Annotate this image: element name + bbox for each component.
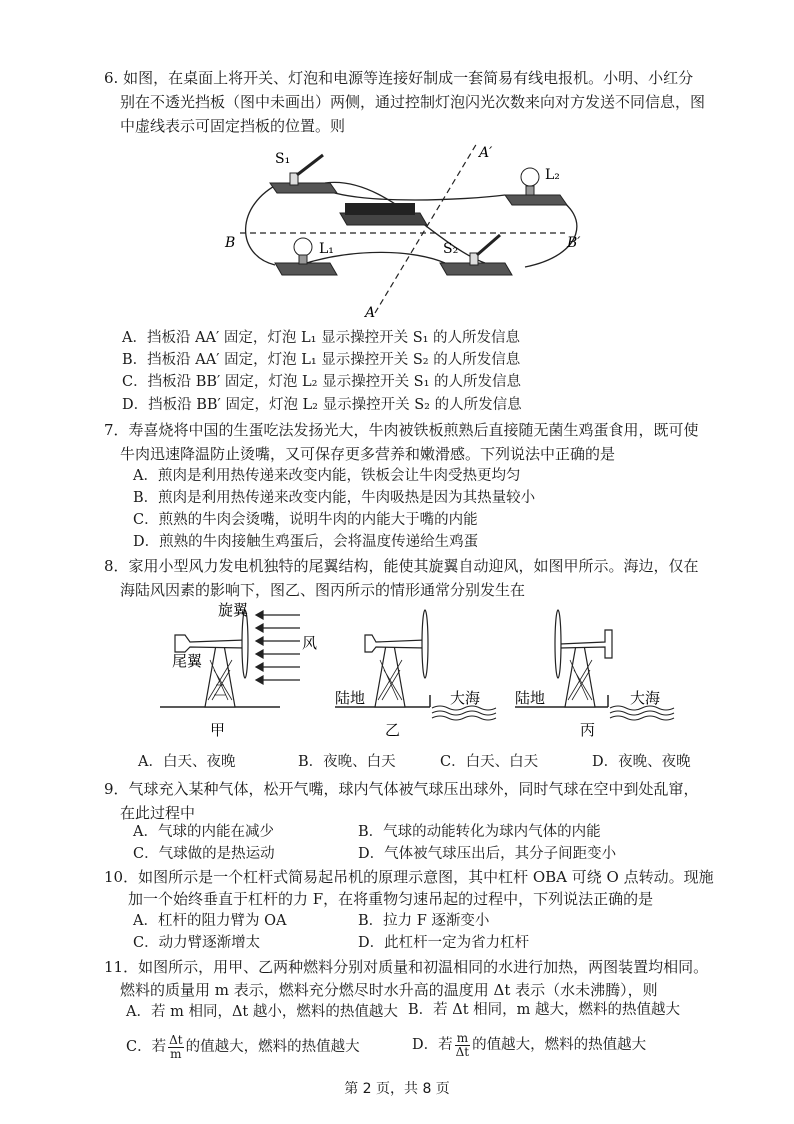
wire-left <box>246 183 280 265</box>
q11-option-c-fraction <box>168 1034 184 1061</box>
q9-option-a: A．气球的内能在减少 <box>133 824 274 840</box>
wire-right <box>525 197 577 267</box>
q11-option-d <box>412 1030 646 1060</box>
q6-option-c: C．挡板沿 BB′ 固定，灯泡 L₂ 显示操控开关 S₁ 的人所发信息 <box>122 374 522 390</box>
l2-bulb <box>521 168 539 186</box>
q11-option-c-numerator: Δt <box>169 1032 183 1047</box>
label-fig-c: 丙 <box>580 721 596 739</box>
label-wind: 风 <box>302 634 318 652</box>
label-land-c: 陆地 <box>515 689 546 707</box>
q11-option-a: A．若 m 相同，Δt 越小，燃料的热值越大 <box>126 1004 398 1020</box>
s1-post <box>290 173 298 185</box>
q11-option-c-suffix: 的值越大，燃料的热值越大 <box>185 1039 360 1055</box>
q8-option-b: B．夜晚、白天 <box>298 754 396 770</box>
label-rotor: 旋翼 <box>218 601 249 619</box>
l2-socket <box>526 186 534 195</box>
q8-option-d: D．夜晚、夜晚 <box>592 754 691 770</box>
s1-base <box>270 183 337 193</box>
q6-option-d: D．挡板沿 BB′ 固定，灯泡 L₂ 显示操控开关 S₂ 的人所发信息 <box>122 397 522 413</box>
q8-option-c: C．白天、白天 <box>440 754 539 770</box>
q10-stem-line-2: 加一个始终垂直于杠杆的力 F，在将重物匀速吊起的过程中，下列说法正确的是 <box>128 890 654 908</box>
q10-stem-line-1: 10．如图所示是一个杠杆式简易起吊机的原理示意图，其中杠杆 OBA 可绕 O 点转动。现施 <box>104 868 714 886</box>
label-fig-a: 甲 <box>210 721 226 739</box>
q11-option-b: B．若 Δt 相同，m 越大，燃料的热值越大 <box>408 1002 681 1018</box>
q8-option-a: A．白天、夜晚 <box>138 754 236 770</box>
label-l2: L₂ <box>545 167 560 183</box>
q7-option-b: B．煎肉是利用热传递来改变内能，牛肉吸热是因为其热量较小 <box>133 490 536 506</box>
label-b: B <box>225 235 236 251</box>
q8-stem-line-2: 海陆风因素的影响下，图乙、图丙所示的情形通常分别发生在 <box>120 581 526 599</box>
wind-arrows <box>256 611 300 684</box>
q8-wind-turbine-figure <box>160 600 700 742</box>
battery <box>345 203 415 215</box>
turbine-c <box>515 610 674 739</box>
q7-stem-line-2: 牛肉迅速降温防止烫嘴，又可保存更多营养和嫩滑感。下列说法中正确的是 <box>120 445 616 463</box>
l2-base <box>505 195 567 205</box>
q6-stem-line-1: 6. 如图，在桌面上将开关、灯泡和电源等连接好制成一套简易有线电报机。小明、小红分 <box>104 69 694 87</box>
label-land-b: 陆地 <box>335 689 366 707</box>
q7-stem-line-1: 7．寿喜烧将中国的生蛋吃法发扬光大，牛肉被铁板煎熟后直接随无菌生鸡蛋食用，既可使 <box>104 421 699 439</box>
line-aa-prime <box>375 143 477 313</box>
q10-option-c: C．动力臂逐渐增太 <box>133 935 261 951</box>
q10-option-a: A．杠杆的阻力臂为 OA <box>133 913 287 929</box>
q6-stem-line-3: 中虚线表示可固定挡板的位置。则 <box>120 117 346 135</box>
q10-option-b: B．拉力 F 逐渐变小 <box>358 913 490 929</box>
q7-option-a: A．煎肉是利用热传递来改变内能，铁板会让牛肉受热更均匀 <box>133 468 521 484</box>
label-sea-c: 大海 <box>630 689 661 707</box>
page-footer: 第 2 页，共 8 页 <box>344 1081 450 1097</box>
q6-option-b: B．挡板沿 AA′ 固定，灯泡 L₁ 显示操控开关 S₂ 的人所发信息 <box>122 352 521 368</box>
l1-bulb <box>294 238 312 256</box>
l1-socket <box>299 255 307 264</box>
q11-option-c-prefix: C．若 <box>126 1039 167 1055</box>
q11-option-d-numerator: m <box>455 1032 471 1046</box>
q9-option-d: D．气体被气球压出后，其分子间距变小 <box>358 846 617 862</box>
q11-option-d-fraction <box>455 1032 471 1059</box>
q6-stem-line-2: 别在不透光挡板（图中未画出）两侧，通过控制灯泡闪光次数来向对方发送不同信息，图 <box>120 93 706 111</box>
turbine-a <box>160 601 317 739</box>
q11-option-d-suffix: 的值越大，燃料的热值越大 <box>472 1037 647 1053</box>
q11-option-c-denominator: m <box>170 1046 182 1061</box>
q8-stem-line-1: 8．家用小型风力发电机独特的尾翼结构，能使其旋翼自动迎风，如图甲所示。海边，仅在 <box>104 557 699 575</box>
q7-option-d: D．煎熟的牛肉接触生鸡蛋后，会将温度传递给生鸡蛋 <box>133 534 479 550</box>
s2-post <box>470 253 478 265</box>
q9-option-b: B．气球的动能转化为球内气体的内能 <box>358 824 601 840</box>
label-a-prime: A′ <box>479 145 493 161</box>
q6-option-a: A．挡板沿 AA′ 固定，灯泡 L₁ 显示操控开关 S₁ 的人所发信息 <box>122 330 521 346</box>
label-a: A <box>365 305 376 320</box>
turbine-b <box>335 610 496 739</box>
q11-option-c <box>126 1032 360 1062</box>
label-s2: S₂ <box>443 241 459 257</box>
q11-option-d-prefix: D．若 <box>412 1037 453 1053</box>
q11-option-d-denominator: Δt <box>455 1044 470 1059</box>
l1-base <box>275 263 337 275</box>
q9-stem-line-1: 9．气球充入某种气体，松开气嘴，球内气体被气球压出球外，同时气球在空中到处乱窜， <box>104 780 699 798</box>
q11-stem-line-2: 燃料的质量用 m 表示，燃料充分燃尽时水升高的温度用 Δt 表示（水未沸腾），则 <box>120 981 658 999</box>
q9-stem-line-2: 在此过程中 <box>120 804 196 822</box>
wire-top <box>325 190 505 200</box>
label-tail: 尾翼 <box>172 652 203 670</box>
q7-option-c: C．煎熟的牛肉会烫嘴，说明牛肉的内能大于嘴的内能 <box>133 512 478 528</box>
q10-option-d: D．此杠杆一定为省力杠杆 <box>358 935 530 951</box>
label-s1: S₁ <box>275 151 291 167</box>
label-b-prime: B′ <box>567 235 581 251</box>
label-l1: L₁ <box>319 241 334 257</box>
label-sea-b: 大海 <box>450 689 481 707</box>
s1-lever <box>297 155 323 175</box>
s2-lever <box>477 235 500 255</box>
q6-circuit-figure <box>215 135 605 320</box>
label-fig-b: 乙 <box>385 721 401 739</box>
q9-option-c: C．气球做的是热运动 <box>133 846 275 862</box>
q11-stem-line-1: 11．如图所示，用甲、乙两种燃料分别对质量和初温相同的水进行加热，两图装置均相同。 <box>104 958 709 976</box>
